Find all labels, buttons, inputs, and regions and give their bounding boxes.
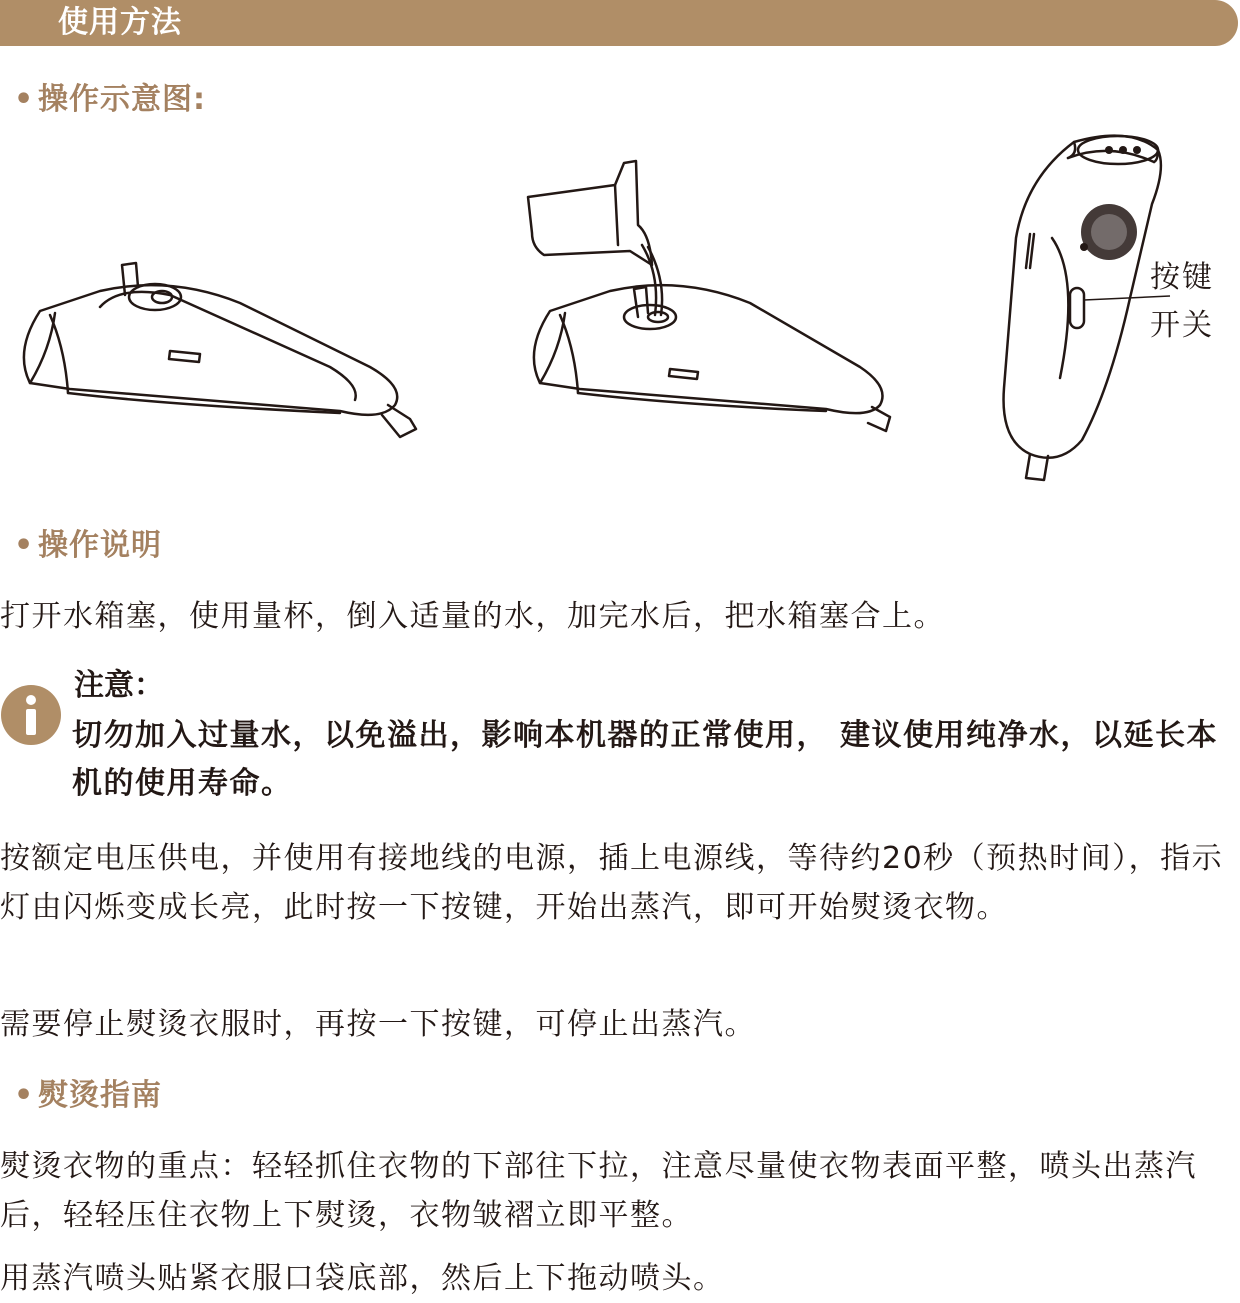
note-body: 切勿加入过量水，以免溢出，影响本机器的正常使用， 建议使用纯净水，以延长本机的使用寿命。 xyxy=(72,718,1218,801)
section-title-ironing: 熨烫指南 xyxy=(38,1078,162,1113)
steamer-filling-figure xyxy=(520,155,900,445)
section-title-operation: 操作说明 xyxy=(38,528,162,563)
section-heading-operation xyxy=(14,526,162,566)
callout-label-line1: 按键 xyxy=(1150,260,1214,295)
indicator-light-icon xyxy=(1080,243,1088,251)
section-heading-diagram xyxy=(14,80,206,120)
section-title-diagram: 操作示意图: xyxy=(38,82,206,117)
ironing-tip-1: 熨烫衣物的重点：轻轻抓住衣物的下部往下拉，注意尽量使衣物表面平整，喷头出蒸汽后，轻轻压住衣物上下熨烫，衣物皱褶立即平整。 xyxy=(0,1149,1197,1233)
steamer-open-cap-figure xyxy=(10,255,430,445)
operation-step-3: 需要停止熨烫衣服时，再按一下按键，可停止出蒸汽。 xyxy=(0,1007,756,1042)
operation-step-2: 按额定电压供电，并使用有接地线的电源，插上电源线，等待约20秒（预热时间），指示灯由闪烁变成长亮，此时按一下按键，开始出蒸汽，即可开始熨烫衣物。 xyxy=(0,841,1224,925)
bullet-icon: • xyxy=(14,1078,35,1113)
note-title: 注意： xyxy=(74,668,164,703)
operation-step-1: 打开水箱塞，使用量杯，倒入适量的水，加完水后，把水箱塞合上。 xyxy=(0,599,945,634)
header-bar xyxy=(0,0,1238,46)
section-heading-ironing xyxy=(14,1076,162,1116)
page-title: 使用方法 xyxy=(58,5,182,40)
bullet-icon: • xyxy=(14,528,35,563)
info-icon xyxy=(0,684,62,746)
callout-label-line2: 开关 xyxy=(1150,308,1214,343)
bullet-icon: • xyxy=(14,82,35,117)
ironing-tip-2: 用蒸汽喷头贴紧衣服口袋底部，然后上下拖动喷头。 xyxy=(0,1261,725,1296)
